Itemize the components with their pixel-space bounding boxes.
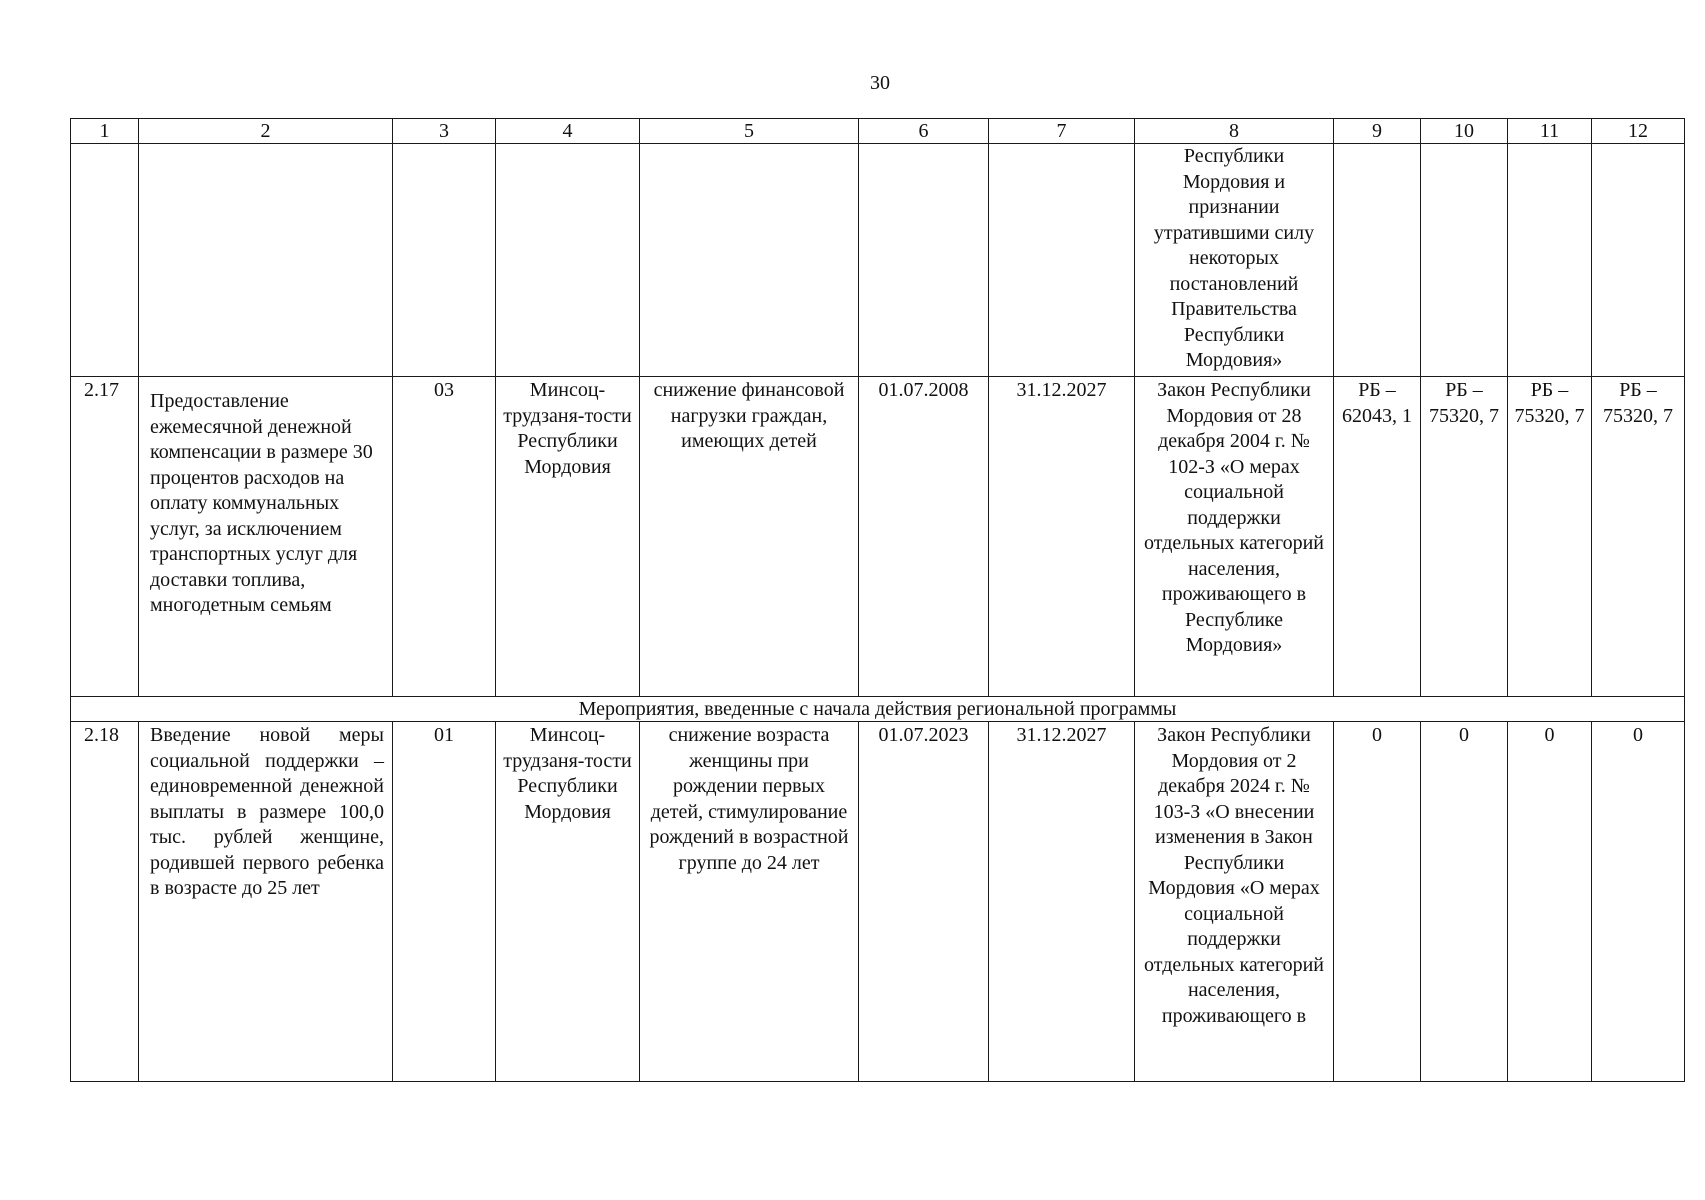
start-date-cell: 01.07.2023 bbox=[859, 722, 989, 1082]
funding-cell: РБ – 62043, 1 bbox=[1334, 377, 1421, 697]
end-date-cell: 31.12.2027 bbox=[989, 377, 1135, 697]
table-cell bbox=[1592, 144, 1685, 377]
table-cell bbox=[1508, 144, 1592, 377]
table-cell bbox=[640, 144, 859, 377]
funding-cell: РБ – 75320, 7 bbox=[1421, 377, 1508, 697]
table-cell bbox=[139, 144, 393, 377]
funding-cell: РБ – 75320, 7 bbox=[1508, 377, 1592, 697]
goal-cell: снижение финансовой нагрузки граждан, имеющих детей bbox=[640, 377, 859, 697]
funding-cell: 0 bbox=[1421, 722, 1508, 1082]
column-number-header: 2 bbox=[139, 119, 393, 144]
code-cell: 03 bbox=[393, 377, 496, 697]
column-number-header: 4 bbox=[496, 119, 640, 144]
measure-name-cell: Введение новой меры социальной поддержки – единовременной денежной выплаты в размере 100,0 тыс. рублей женщине, родившей первого ребенка в возрасте до 25 лет bbox=[139, 722, 393, 1082]
column-number-header: 3 bbox=[393, 119, 496, 144]
section-title: Мероприятия, введенные с начала действия региональной программы bbox=[71, 697, 1685, 722]
column-number-header: 5 bbox=[640, 119, 859, 144]
column-number-header: 6 bbox=[859, 119, 989, 144]
legal-basis-cell: Республики Мордовия и признании утратившими силу некоторых постановлений Правительства Республики Мордовия» bbox=[1135, 144, 1334, 377]
table-cell bbox=[989, 144, 1135, 377]
column-number-header: 1 bbox=[71, 119, 139, 144]
column-number-header: 10 bbox=[1421, 119, 1508, 144]
funding-cell: 0 bbox=[1592, 722, 1685, 1082]
legal-basis-cell: Закон Республики Мордовия от 28 декабря 2004 г. № 102-З «О мерах социальной поддержки отдельных категорий населения, проживающего в Республике Мордовия» bbox=[1135, 377, 1334, 697]
column-number-header: 11 bbox=[1508, 119, 1592, 144]
column-number-header: 12 bbox=[1592, 119, 1685, 144]
table-row-2-17 bbox=[71, 377, 1685, 697]
table-cell bbox=[71, 144, 139, 377]
continuation-row bbox=[71, 144, 1685, 377]
legal-basis-cell: Закон Республики Мордовия от 2 декабря 2024 г. № 103-З «О внесении изменения в Закон Республики Мордовия «О мерах социальной поддержки отдельных категорий населения, проживающего в bbox=[1135, 722, 1334, 1082]
program-measures-table bbox=[70, 118, 1685, 1082]
code-cell: 01 bbox=[393, 722, 496, 1082]
column-number-header: 7 bbox=[989, 119, 1135, 144]
funding-cell: 0 bbox=[1334, 722, 1421, 1082]
executor-cell: Минсоц-трудзаня-тости Республики Мордовия bbox=[496, 722, 640, 1082]
column-number-header: 9 bbox=[1334, 119, 1421, 144]
column-number-header: 8 bbox=[1135, 119, 1334, 144]
funding-cell: РБ – 75320, 7 bbox=[1592, 377, 1685, 697]
table-cell bbox=[496, 144, 640, 377]
table-cell bbox=[859, 144, 989, 377]
start-date-cell: 01.07.2008 bbox=[859, 377, 989, 697]
end-date-cell: 31.12.2027 bbox=[989, 722, 1135, 1082]
page-number: 30 bbox=[870, 72, 890, 94]
funding-cell: 0 bbox=[1508, 722, 1592, 1082]
table-cell bbox=[1334, 144, 1421, 377]
table-cell bbox=[393, 144, 496, 377]
goal-cell: снижение возраста женщины при рождении первых детей, стимулирование рождений в возрастной группе до 24 лет bbox=[640, 722, 859, 1082]
measure-name-cell: Предоставление ежемесячной денежной компенсации в размере 30 процентов расходов на оплату коммунальных услуг, за исключением транспортных услуг для доставки топлива, многодетным семьям bbox=[139, 377, 393, 697]
column-number-row bbox=[71, 119, 1685, 144]
table-cell bbox=[1421, 144, 1508, 377]
table-row-2-18 bbox=[71, 722, 1685, 1082]
section-row bbox=[71, 697, 1685, 722]
row-number-cell: 2.18 bbox=[71, 722, 139, 1082]
executor-cell: Минсоц-трудзаня-тости Республики Мордовия bbox=[496, 377, 640, 697]
row-number-cell: 2.17 bbox=[71, 377, 139, 697]
